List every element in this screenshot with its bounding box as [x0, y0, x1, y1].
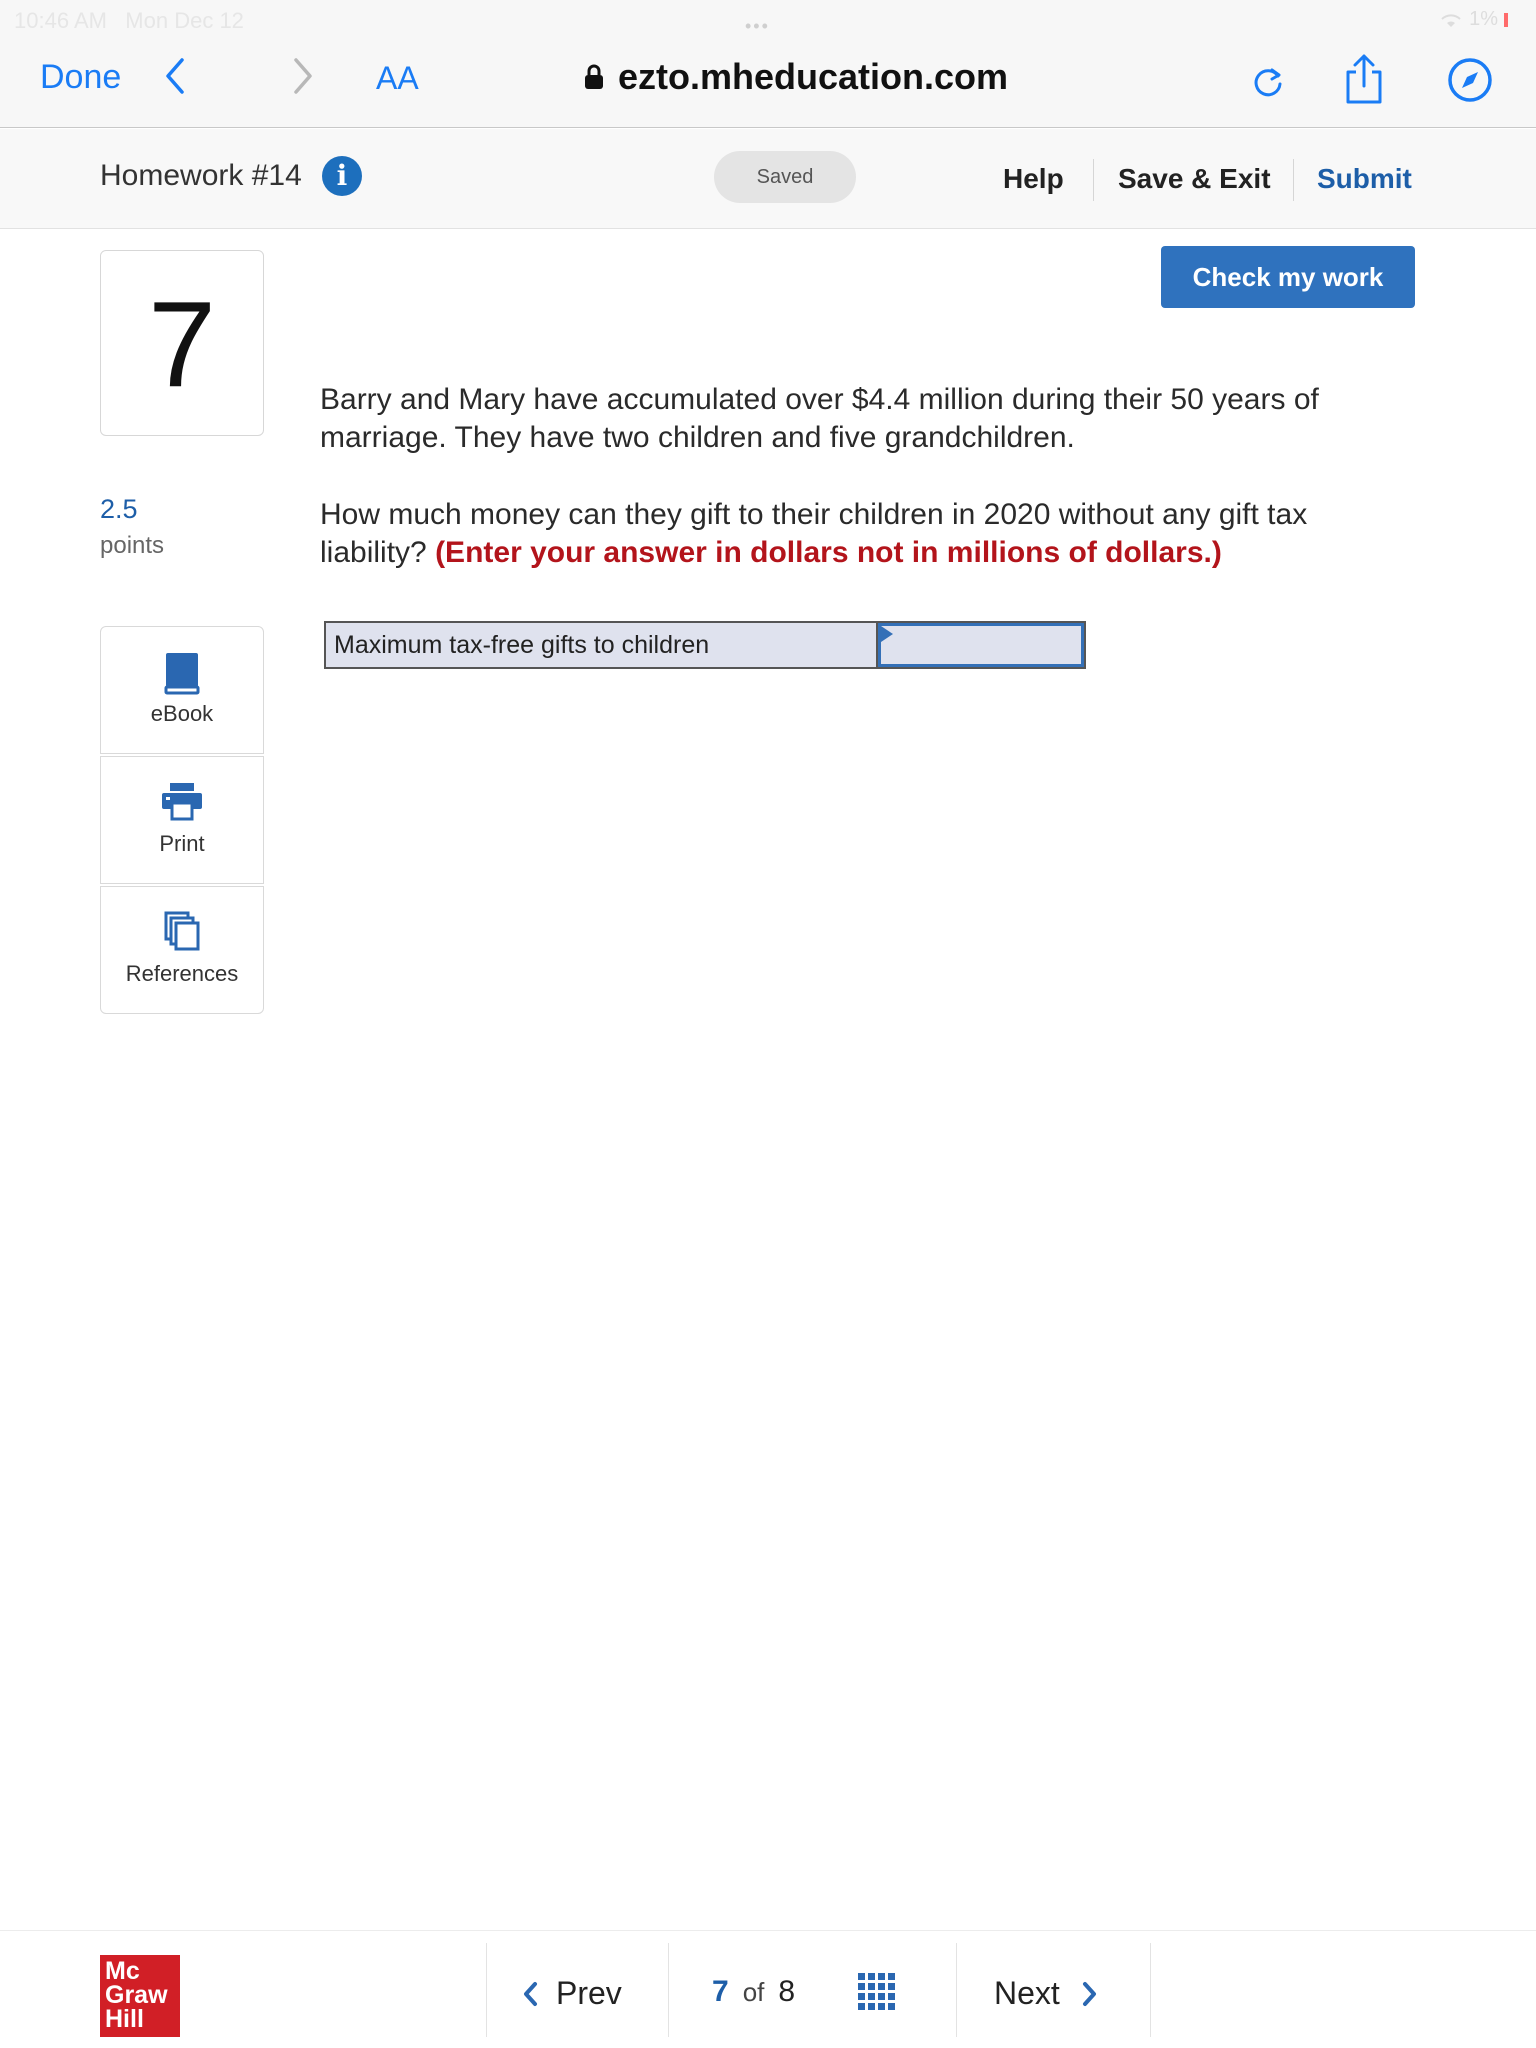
logo-line: Graw — [105, 1981, 168, 2009]
points-value: 2.5 — [100, 494, 138, 524]
answer-instruction: (Enter your answer in dollars not in millions of dollars.) — [435, 536, 1222, 569]
print-label: Print — [159, 831, 205, 856]
logo-line: Mc — [105, 1957, 140, 1985]
wifi-icon — [1439, 11, 1463, 29]
points-label: points — [100, 532, 165, 559]
footer-divider — [486, 1943, 487, 2037]
page-indicator — [712, 1975, 795, 2009]
printer-icon — [101, 781, 263, 825]
lock-icon — [584, 64, 604, 90]
submit-link[interactable]: Submit — [1317, 163, 1412, 194]
browser-toolbar — [0, 40, 1536, 128]
info-icon[interactable]: i — [322, 156, 362, 196]
book-icon — [101, 651, 263, 695]
compass-icon[interactable] — [1446, 56, 1494, 104]
ebook-label: eBook — [150, 701, 214, 726]
chevron-right-icon — [1082, 1981, 1098, 2007]
current-page: 7 — [712, 1975, 729, 2008]
answer-cell[interactable] — [878, 623, 1084, 667]
help-link[interactable]: Help — [1003, 163, 1064, 194]
references-icon — [101, 911, 263, 955]
header-divider — [1293, 159, 1294, 201]
assignment-header — [0, 129, 1536, 229]
references-label: References — [125, 961, 239, 986]
status-bar — [0, 0, 1536, 40]
assignment-title: Homework #14 — [100, 159, 302, 192]
check-my-work-button[interactable]: Check my work — [1161, 246, 1415, 308]
print-button[interactable] — [100, 756, 264, 884]
text-size-button[interactable] — [376, 60, 419, 97]
footer-divider — [956, 1943, 957, 2037]
url-text: ezto.mheducation.com — [618, 56, 1009, 97]
battery-icon — [1504, 13, 1508, 27]
question-number-box — [100, 250, 264, 436]
battery-percent: 1% — [1469, 8, 1498, 30]
question-prompt-text: How much money can they gift to their children in 2020 without any gift tax liability? — [320, 498, 1308, 569]
footer-divider — [668, 1943, 669, 2037]
text-size-label: AA — [376, 60, 419, 96]
logo-line: Hill — [105, 2005, 144, 2033]
prev-button[interactable] — [522, 1975, 622, 2012]
total-pages: 8 — [778, 1975, 796, 2008]
answer-input[interactable] — [881, 626, 1081, 664]
question-text: Barry and Mary have accumulated over $4.4 million during their 50 years of marriage. They have two children and five grandchildren. — [320, 383, 1319, 454]
next-label: Next — [994, 1975, 1060, 2011]
save-exit-link[interactable]: Save & Exit — [1118, 163, 1271, 194]
mcgraw-hill-logo — [100, 1955, 180, 2037]
saved-status-badge: Saved — [714, 151, 856, 203]
answer-label: Maximum tax-free gifts to children — [326, 623, 878, 667]
multitask-dots-icon[interactable]: ••• — [745, 16, 770, 36]
status-date-text: Mon Dec 12 — [125, 8, 244, 33]
prev-label: Prev — [556, 1975, 622, 2011]
back-arrow-icon[interactable] — [160, 54, 190, 98]
ebook-button[interactable] — [100, 626, 264, 754]
references-button[interactable] — [100, 886, 264, 1014]
status-time — [14, 8, 244, 34]
share-icon[interactable] — [1342, 52, 1386, 106]
forward-arrow-icon[interactable] — [288, 54, 318, 98]
question-grid-icon[interactable] — [858, 1973, 894, 2009]
question-number: 7 — [148, 276, 216, 412]
next-button[interactable] — [994, 1975, 1098, 2012]
question-prompt — [320, 496, 1420, 572]
reload-icon[interactable] — [1248, 62, 1288, 102]
footer-divider — [1150, 1943, 1151, 2037]
status-time-text: 10:46 AM — [14, 8, 107, 33]
page-of-label: of — [742, 1977, 765, 2007]
address-bar[interactable] — [584, 56, 1008, 98]
footer-nav — [0, 1930, 1536, 2048]
done-button[interactable]: Done — [40, 58, 122, 96]
answer-table-row — [324, 621, 1086, 669]
chevron-left-icon — [522, 1981, 538, 2007]
input-flag-icon — [881, 626, 893, 642]
status-right — [1439, 8, 1508, 31]
header-divider — [1093, 159, 1094, 201]
